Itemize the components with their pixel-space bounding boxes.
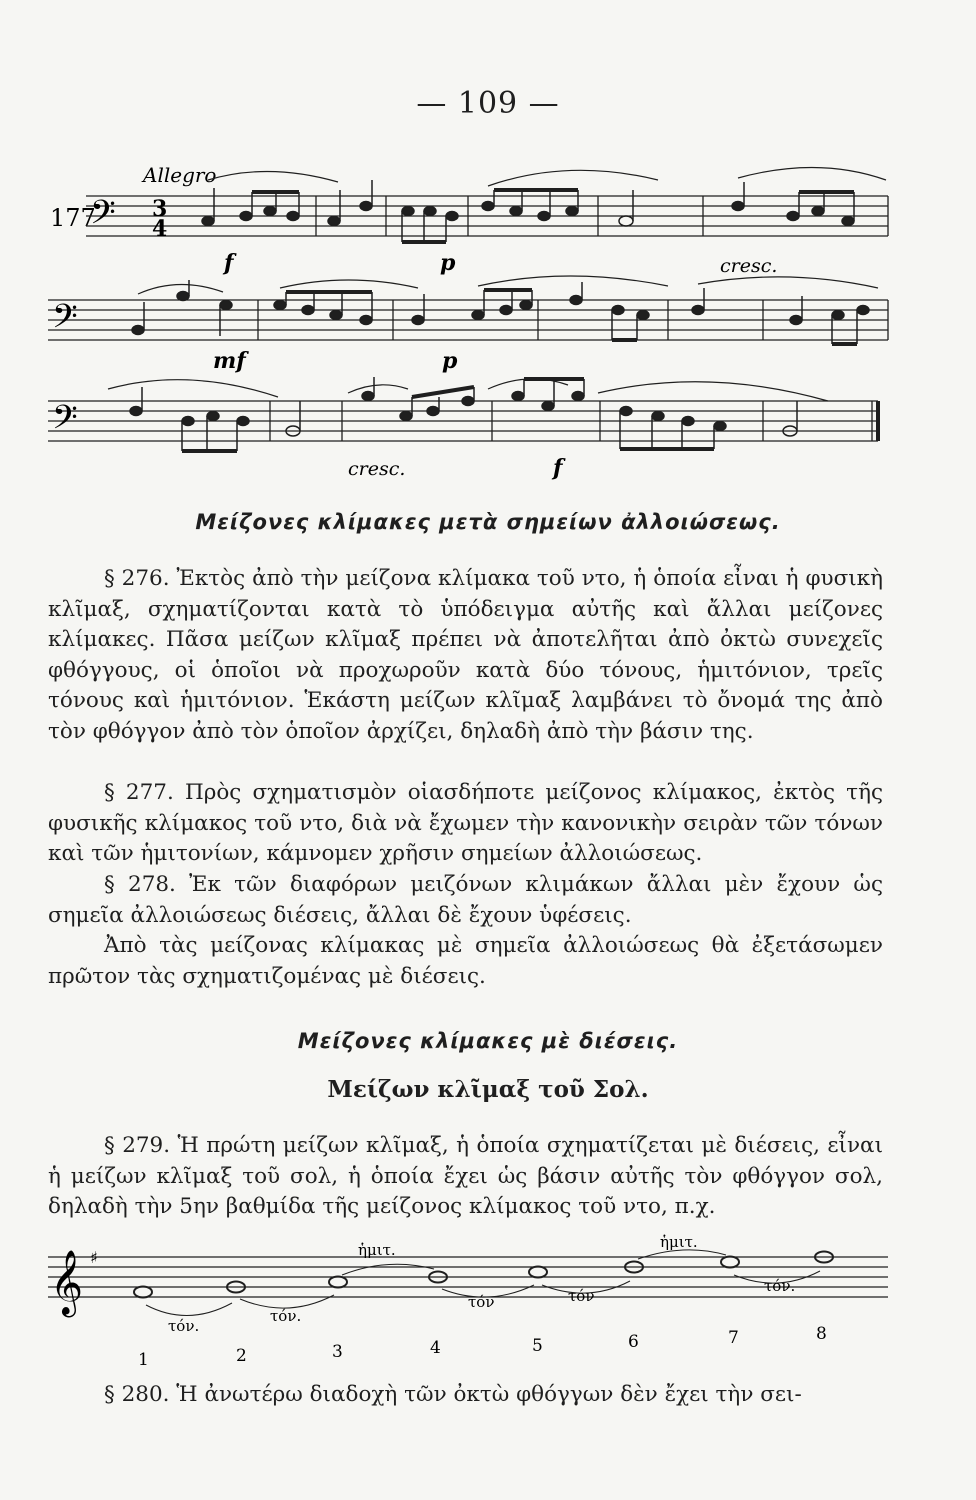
sharp-icon: ♯ — [90, 1248, 98, 1267]
scale-degree-4: 4 — [430, 1338, 441, 1358]
paragraph-280: § 280. Ἡ ἀνωτέρω διαδοχὴ τῶν ὀκτὼ φθόγγων δὲν ἔχει τὴν σει- — [104, 1382, 802, 1407]
scale-degree-5: 5 — [532, 1336, 543, 1356]
paragraph-276: § 276. Ἐκτὸς ἀπὸ τὴν μείζονα κλίμακα τοῦ ντο, ἡ ὁποία εἶναι ἡ φυσικὴ κλῖμαξ, σχηματίζονται κατὰ τὸ ὑπόδειγμα αὐτῆς καὶ ἄλλαι μείζονες κλίμακες. Πᾶσα μείζων κλῖμαξ πρέπει νὰ ἀποτελῆται ἀπὸ ὀκτὼ συνεχεῖς φθόγγους, οἱ ὁποῖοι νὰ προχωροῦν κατὰ δύο τόνους, ἡμιτόνιον, τρεῖς τόνους καὶ ἡμιτόνιον. Ἑκάστη μείζων κλῖμαξ λαμβάνει τὸ ὄνομά της ἀπὸ τὸν φθόγγον ἀπὸ τὸν ὁποῖον ἀρχίζει, δηλαδὴ ἀπὸ τὴν βάσιν της. — [48, 566, 883, 744]
scale-degree-7: 7 — [728, 1328, 739, 1348]
scale-example-staff — [48, 1235, 890, 1375]
time-signature-top: 3 — [152, 196, 168, 222]
dynamic-cresc-1: cresc. — [720, 255, 778, 277]
interval-label-5: τόν — [568, 1287, 595, 1305]
interval-label-3: ἡμιτ. — [358, 1241, 396, 1259]
interval-label-1: τόν. — [168, 1317, 200, 1335]
scale-degree-8: 8 — [816, 1324, 827, 1344]
section-heading-major-scales-accidentals: Μείζονες κλίμακες μετὰ σημείων ἀλλοιώσεως. — [195, 510, 781, 534]
paragraph-279: § 279. Ἡ πρώτη μείζων κλῖμαξ, ἡ ὁποία σχηματίζεται μὲ διέσεις, εἶναι ἡ μείζων κλῖμαξ τοῦ σολ, ἡ ὁποία ἔχει ὡς βάσιν αὐτῆς τὸν φθόγγον σολ, δηλαδὴ τὴν 5ην βαθμίδα τῆς μείζονος κλίμακος τοῦ ντο, π.χ. — [48, 1133, 883, 1219]
exercise-number: 177 — [50, 204, 96, 232]
dynamic-cresc-3: cresc. — [348, 458, 406, 480]
interval-label-4: τόν — [468, 1293, 495, 1311]
bass-clef-icon-2: 𝄢 — [52, 298, 78, 344]
bass-clef-icon: 𝄢 — [90, 194, 116, 240]
section-heading-major-scales-sharps: Μείζονες κλίμακες μὲ διέσεις. — [297, 1029, 679, 1053]
interval-label-6: ἡμιτ. — [660, 1233, 698, 1251]
tempo-marking: Allegro — [143, 163, 217, 187]
paragraph-278: § 278. Ἐκ τῶν διαφόρων μειζόνων κλιμάκων ἄλλαι μὲν ἔχουν ὡς σημεῖα ἀλλοιώσεως διέσεις, ἄλλαι δὲ ἔχουν ὑφέσεις. — [48, 872, 883, 928]
paragraph-sharps-intro: Ἀπὸ τὰς μείζονας κλίμακας μὲ σημεῖα ἀλλοιώσεως θὰ ἐξετάσωμεν πρῶτον τὰς σχηματιζομένας μὲ διέσεις. — [48, 933, 883, 989]
paragraph-277: § 277. Πρὸς σχηματισμὸν οἱασδήποτε μείζονος κλίμακος, ἐκτὸς τῆς φυσικῆς κλίμακος τοῦ ντο, διὰ νὰ ἔχωμεν τὴν κανονικὴν σειρὰν τῶν τόνων καὶ τῶν ἡμιτονίων, κάμνομεν χρῆσιν σημείων ἀλλοιώσεως. — [48, 780, 883, 866]
dynamic-mf: mf — [213, 348, 246, 374]
bass-clef-icon-3: 𝄢 — [52, 399, 78, 445]
music-staff-line-2 — [48, 278, 890, 388]
treble-clef-icon: 𝄞 — [50, 1250, 84, 1315]
dynamic-f-1: f — [224, 250, 234, 276]
dynamic-p-1: p — [440, 250, 456, 276]
interval-label-2: τόν. — [270, 1307, 302, 1325]
scale-degree-3: 3 — [332, 1342, 343, 1362]
section-heading-g-major: Μείζων κλῖμαξ τοῦ Σολ. — [327, 1076, 649, 1103]
interval-label-7: τόν. — [764, 1277, 796, 1295]
dynamic-f-3: f — [553, 455, 563, 481]
music-staff-line-1 — [48, 160, 890, 290]
page-number: — 109 — — [416, 86, 560, 121]
time-signature-bottom: 4 — [152, 216, 168, 242]
scale-degree-2: 2 — [236, 1346, 247, 1366]
scale-degree-1: 1 — [138, 1350, 149, 1370]
scale-degree-6: 6 — [628, 1332, 639, 1352]
dynamic-p-2: p — [442, 348, 458, 374]
music-staff-line-3 — [48, 375, 890, 485]
